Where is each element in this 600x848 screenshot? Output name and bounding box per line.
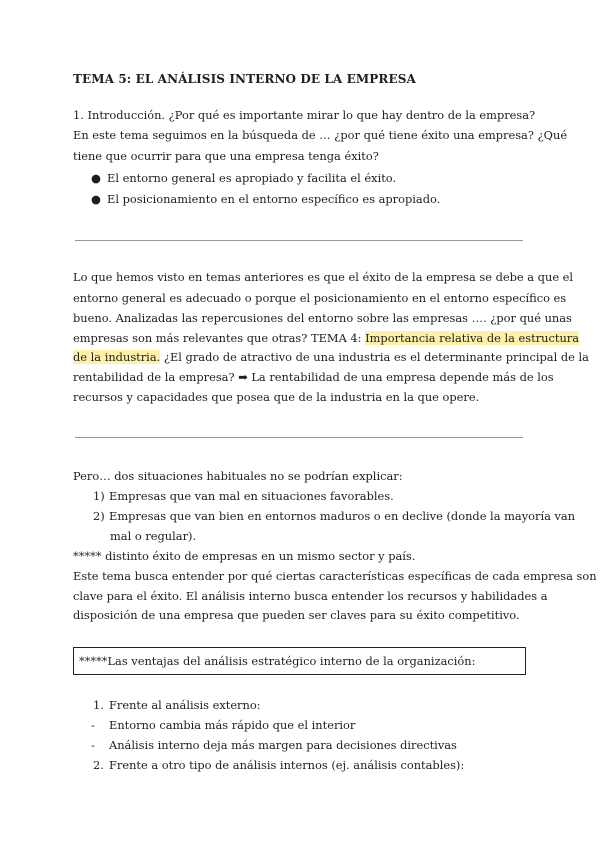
paragraph-line: clave para el éxito. El análisis interno busca entender los recursos y habilidades a — [73, 589, 548, 603]
bullet-icon: ● — [91, 171, 101, 185]
highlighted-text: Importancia relativa de la estructura — [365, 331, 580, 345]
intro-line-2: tiene que ocurrir para que una empresa tenga éxito? — [73, 149, 379, 163]
horizontal-divider — [75, 437, 523, 438]
paragraph-line: Pero… dos situaciones habituales no se podrían explicar: — [73, 469, 403, 483]
paragraph-line: empresas son más relevantes que otras? TEMA 4: Importancia relativa de la estructura — [73, 331, 580, 345]
paragraph-line: de la industria. ¿El grado de atractivo de una industria es el determinante principal de la — [73, 350, 589, 364]
paragraph-line: entorno general es adecuado o porque el posicionamiento en el entorno específico es — [73, 291, 567, 305]
list-item-text: Empresas que van bien en entornos maduros o en declive (donde la mayoría van — [109, 509, 576, 523]
highlighted-text: de la industria. — [73, 350, 161, 364]
paragraph-line: Este tema busca entender por qué ciertas características específicas de cada empresa son — [73, 569, 597, 583]
paragraph-line: bueno. Analizadas las repercusiones del entorno sobre las empresas …. ¿por qué unas — [73, 311, 572, 325]
horizontal-divider — [75, 240, 523, 241]
list-item-text: Entorno cambia más rápido que el interior — [109, 718, 356, 732]
list-item-text: El entorno general es apropiado y facilita el éxito. — [107, 171, 397, 185]
list-item-text: Frente al análisis externo: — [109, 698, 261, 712]
dash-icon: - — [91, 718, 95, 732]
list-number: 1. — [93, 698, 104, 712]
boxed-note-text: *****Las ventajas del análisis estratégico interno de la organización: — [79, 654, 476, 668]
dash-icon: - — [91, 738, 95, 752]
list-number: 2) — [93, 509, 105, 523]
list-number: 1) — [93, 489, 105, 503]
page-title: TEMA 5: EL ANÁLISIS INTERNO DE LA EMPRESA — [73, 72, 416, 86]
list-item-text: Análisis interno deja más margen para decisiones directivas — [109, 738, 457, 752]
list-item-continuation: mal o regular). — [110, 529, 197, 543]
list-item-text: Frente a otro tipo de análisis internos (ej. análisis contables): — [109, 758, 465, 772]
bullet-icon: ● — [91, 192, 101, 206]
list-item-text: Empresas que van mal en situaciones favorables. — [109, 489, 394, 503]
list-item-text: El posicionamiento en el entorno específico es apropiado. — [107, 192, 441, 206]
boxed-note — [73, 647, 526, 675]
intro-line-1: En este tema seguimos en la búsqueda de … ¿por qué tiene éxito una empresa? ¿Qué — [73, 128, 568, 142]
paragraph-line: ***** distinto éxito de empresas en un mismo sector y país. — [73, 549, 416, 563]
paragraph-line: Lo que hemos visto en temas anteriores es que el éxito de la empresa se debe a que el — [73, 270, 574, 284]
paragraph-line: rentabilidad de la empresa? ➡ La rentabilidad de una empresa depende más de los — [73, 370, 554, 384]
paragraph-line: disposición de una empresa que pueden ser claves para su éxito competitivo. — [73, 608, 520, 622]
intro-heading: 1. Introducción. ¿Por qué es importante mirar lo que hay dentro de la empresa? — [73, 108, 536, 122]
paragraph-line: recursos y capacidades que posea que de la industria en la que opere. — [73, 390, 480, 404]
list-number: 2. — [93, 758, 104, 772]
